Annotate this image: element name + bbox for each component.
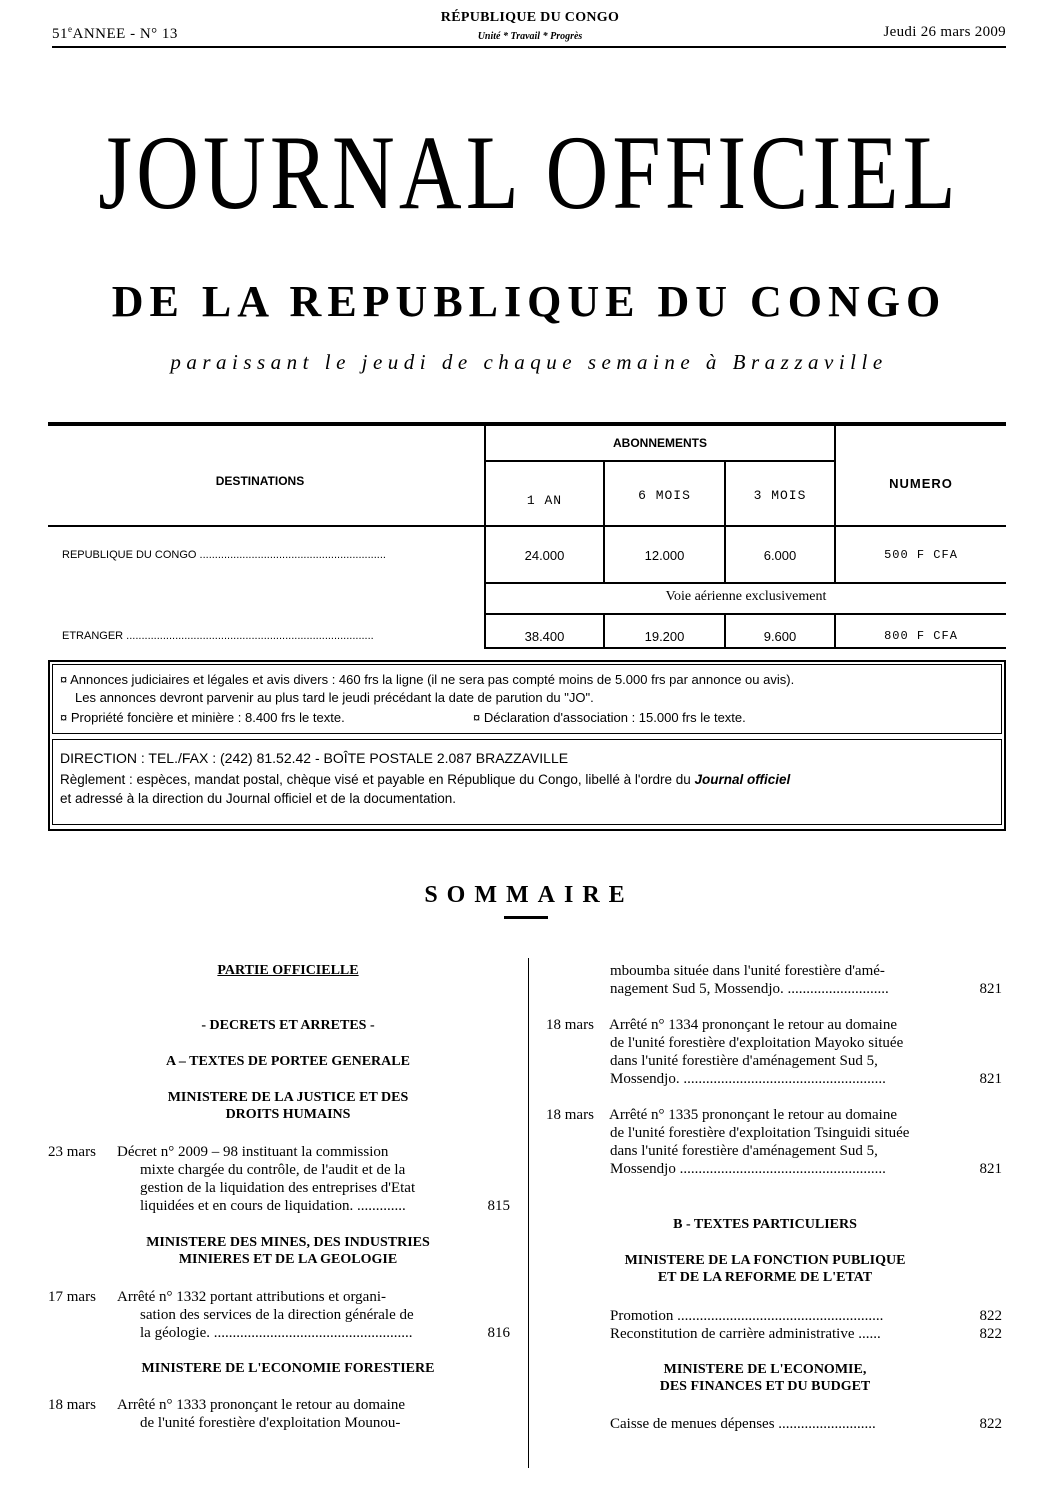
header-rule <box>52 46 1006 48</box>
entry-date: 18 mars <box>48 1397 96 1413</box>
entry-page: 822 <box>979 1326 1002 1342</box>
entry-date: 17 mars <box>48 1289 96 1305</box>
section-min-mines: MINISTERE DES MINES, DES INDUSTRIES MINIERES ET DE LA GEOLOGIE <box>146 1235 430 1267</box>
republic-header <box>380 10 680 42</box>
entry-text: Reconstitution de carrière administrative ...... <box>610 1326 881 1342</box>
masthead-tagline: paraissant le jeudi de chaque semaine à Brazzaville <box>170 350 888 374</box>
entry-date: 23 mars <box>48 1144 96 1160</box>
table-hline <box>484 613 1006 615</box>
toc-entry-continued[interactable] <box>610 962 1002 998</box>
annonces-fonciere: ¤ Propriété foncière et minière : 8.400 frs le texte. <box>60 710 345 725</box>
entry-page: 822 <box>979 1416 1002 1432</box>
section-min-justice: MINISTERE DE LA JUSTICE ET DES DROITS HUMAINS <box>167 1090 409 1122</box>
row-dest-etranger: ETRANGER ................................................................................. <box>62 630 374 642</box>
masthead-title: JOURNAL OFFICIEL <box>98 114 960 231</box>
cell-numero: 500 F CFA <box>884 548 958 562</box>
toc-entry[interactable] <box>546 1016 1002 1088</box>
section-portee-generale: A – TEXTES DE PORTEE GENERALE <box>166 1054 410 1069</box>
entry-text: Caisse de menues dépenses .......................... <box>610 1416 876 1432</box>
annonces-line2: Les annonces devront parvenir au plus tard le jeudi précédant la date de parution du "JO". <box>75 690 594 705</box>
cell-value: 38.400 <box>524 629 565 644</box>
cell-value: 6.000 <box>763 548 797 563</box>
entry-page: 815 <box>487 1198 510 1214</box>
journal-officiel-emphasis: Journal officiel <box>694 772 791 787</box>
toc-entry[interactable] <box>48 1288 510 1342</box>
section-min-finances: MINISTERE DE L'ECONOMIE, DES FINANCES ET DU BUDGET <box>659 1362 871 1394</box>
republic-name: RÉPUBLIQUE DU CONGO <box>440 10 620 25</box>
table-vline <box>603 461 605 584</box>
cell-value: 24.000 <box>524 548 565 563</box>
cell-value: 12.000 <box>644 548 685 563</box>
entry-text: Arrêté n° 1335 prononçant le retour au domaine de l'unité forestière d'exploitation Tsinguidi située dans l'unité forestière d'aménagement Sud 5, Mossendjo ....................................................... <box>609 1107 910 1177</box>
issue-number: 51eANNEE - N° 13 <box>52 24 178 42</box>
entry-page: 821 <box>979 1071 1002 1087</box>
entry-text: Arrêté n° 1334 prononçant le retour au domaine de l'unité forestière d'exploitation Mayoko située dans l'unité forestière d'aménagement Sud 5, Mossendjo. ...................................................... <box>609 1017 904 1087</box>
cell-numero: 800 F CFA <box>884 629 958 643</box>
toc-entry[interactable] <box>48 1143 510 1215</box>
table-top-rule <box>48 422 1006 426</box>
col-numero: NUMERO <box>889 476 953 491</box>
table-vline <box>724 461 726 584</box>
col-3mois: 3 MOIS <box>753 488 807 503</box>
toc-entry-reconstitution[interactable] <box>610 1325 1002 1343</box>
toc-entry-promotion[interactable] <box>610 1307 1002 1325</box>
col-destinations: DESTINATIONS <box>215 474 305 488</box>
entry-page: 821 <box>979 1161 1002 1177</box>
annonces-box <box>52 664 1002 734</box>
entry-text: mboumba située dans l'unité forestière d'amé- nagement Sud 5, Mossendjo. ........................... <box>610 963 889 997</box>
section-min-eco-forestiere: MINISTERE DE L'ECONOMIE FORESTIERE <box>141 1361 435 1376</box>
direction-adresse: et adressé à la direction du Journal officiel et de la documentation. <box>60 791 456 806</box>
section-min-fonction-publique: MINISTERE DE LA FONCTION PUBLIQUE ET DE LA REFORME DE L'ETAT <box>624 1253 906 1285</box>
cell-value: 19.200 <box>644 629 685 644</box>
sommaire-rule <box>504 916 548 919</box>
col-abonnements: ABONNEMENTS <box>612 436 707 450</box>
direction-box <box>52 739 1002 825</box>
entry-page: 816 <box>487 1325 510 1341</box>
entry-text: Arrêté n° 1333 prononçant le retour au domaine de l'unité forestière d'exploitation Mounou- <box>117 1397 405 1431</box>
table-header-rule <box>48 525 1006 527</box>
toc-entry[interactable] <box>546 1106 1002 1178</box>
section-decrets: - DECRETS ET ARRETES - <box>201 1018 375 1033</box>
direction-reglement: Règlement : espèces, mandat postal, chèque visé et payable en République du Congo, libellé à l'ordre du Journal officiel <box>60 772 791 787</box>
toc-entry-caisse[interactable] <box>610 1415 1002 1433</box>
issue-date: Jeudi 26 mars 2009 <box>883 24 1006 40</box>
section-textes-particuliers: B - TEXTES PARTICULIERS <box>673 1217 857 1232</box>
annonces-line1: ¤ Annonces judiciaires et légales et avis divers : 460 frs la ligne (il ne sera pas compté moins de 5.000 frs par annonce ou avis). <box>60 672 795 687</box>
masthead-subtitle: DE LA REPUBLIQUE DU CONGO <box>111 277 947 326</box>
motto: Unité * Travail * Progrès <box>477 31 583 42</box>
table-hline <box>484 647 1006 649</box>
row-dest-congo: REPUBLIQUE DU CONGO ............................................................. <box>62 549 386 561</box>
entry-text: Promotion ....................................................... <box>610 1308 884 1324</box>
voie-aerienne: Voie aérienne exclusivement <box>665 589 827 604</box>
toc-entry[interactable] <box>48 1396 510 1432</box>
entry-page: 822 <box>979 1308 1002 1324</box>
cell-value: 9.600 <box>763 629 797 644</box>
col-6mois: 6 MOIS <box>638 488 691 503</box>
entry-page: 821 <box>979 981 1002 997</box>
entry-date: 18 mars <box>546 1107 594 1123</box>
table-hline <box>484 460 836 462</box>
direction-contact: DIRECTION : TEL./FAX : (242) 81.52.42 - BOÎTE POSTALE 2.087 BRAZZAVILLE <box>60 750 569 766</box>
sommaire-title: SOMMAIRE <box>424 882 634 908</box>
col-1an: 1 AN <box>526 493 563 508</box>
table-hline <box>484 582 1006 584</box>
annonces-association: ¤ Déclaration d'association : 15.000 frs le texte. <box>473 710 746 725</box>
section-partie-officielle: PARTIE OFFICIELLE <box>217 963 359 978</box>
entry-text: Arrêté n° 1332 portant attributions et organi- sation des services de la direction générale de la géologie. ..................................................... <box>117 1289 414 1341</box>
entry-date: 18 mars <box>546 1017 594 1033</box>
entry-text: Décret n° 2009 – 98 instituant la commission mixte chargée du contrôle, de l'audit et de la gestion de la liquidation des entreprises d'Etat liquidées et en cours de liquidation. ............. <box>117 1144 416 1214</box>
